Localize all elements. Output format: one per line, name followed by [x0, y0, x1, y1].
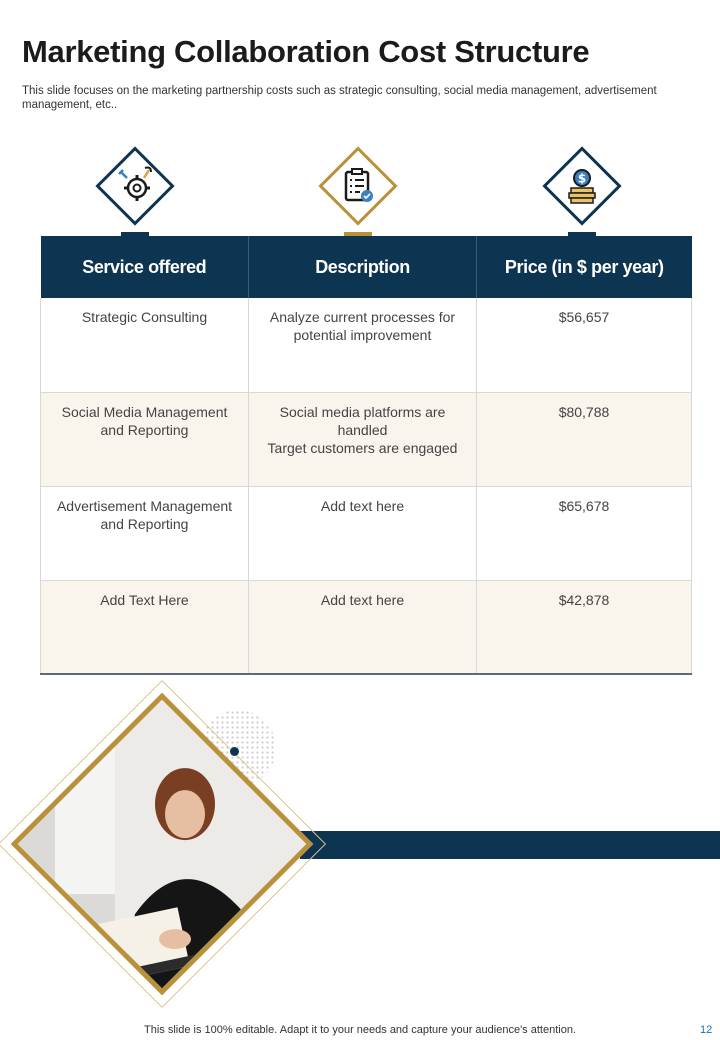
- column-header-service: Service offered: [41, 236, 249, 298]
- slide-subtitle: This slide focuses on the marketing partnership costs such as strategic consulting, social media management, advertisement management, etc..: [22, 85, 657, 111]
- service-cell: [41, 580, 249, 674]
- cell-text: handled: [337, 421, 388, 438]
- service-cell: [41, 392, 249, 486]
- dollar-coins-icon: [554, 158, 610, 214]
- table-row: [41, 298, 692, 392]
- price-cell: $65,678: [477, 486, 692, 580]
- cell-text: Social media platforms are: [279, 403, 446, 420]
- description-cell: [249, 392, 477, 486]
- cell-text: Strategic Consulting: [81, 309, 208, 325]
- svg-text:$: $: [577, 171, 587, 186]
- cell-text: Social Media Management: [61, 403, 228, 420]
- cell-text: Add text here: [320, 497, 405, 514]
- slide-title: Marketing Collaboration Cost Structure: [22, 34, 590, 69]
- column-header-price: Price (in $ per year): [477, 236, 692, 298]
- cell-text: and Reporting: [100, 421, 189, 438]
- cell-text: and Reporting: [100, 515, 189, 532]
- tools-gear-icon: [107, 158, 163, 214]
- cell-text: Add text here: [320, 591, 405, 608]
- cell-text: Analyze current processes for: [269, 309, 456, 325]
- table-row: [41, 392, 692, 486]
- table-row: [41, 486, 692, 580]
- clipboard-checklist-icon: [330, 158, 386, 214]
- navy-accent-bar: [300, 831, 720, 859]
- cell-text: Target customers are engaged: [267, 439, 458, 456]
- cell-text: potential improvement: [293, 327, 432, 343]
- description-cell: [249, 486, 477, 580]
- description-cell: [249, 298, 477, 392]
- table-header-row: [41, 236, 692, 298]
- navy-dot-decoration: [230, 747, 239, 756]
- price-cell: $42,878: [477, 580, 692, 674]
- page-number: 12: [700, 1024, 713, 1036]
- price-cell: $80,788: [477, 392, 692, 486]
- column-header-description: Description: [249, 236, 477, 298]
- description-cell: [249, 580, 477, 674]
- cost-table: [40, 236, 692, 675]
- cell-text: Advertisement Management: [56, 497, 233, 514]
- price-cell: $56,657: [477, 298, 692, 392]
- footer-note: This slide is 100% editable. Adapt it to your needs and capture your audience's attention.: [144, 1024, 576, 1036]
- service-cell: [41, 486, 249, 580]
- cell-text: Add Text Here: [100, 591, 189, 608]
- service-cell: [41, 298, 249, 392]
- table-row: [41, 580, 692, 674]
